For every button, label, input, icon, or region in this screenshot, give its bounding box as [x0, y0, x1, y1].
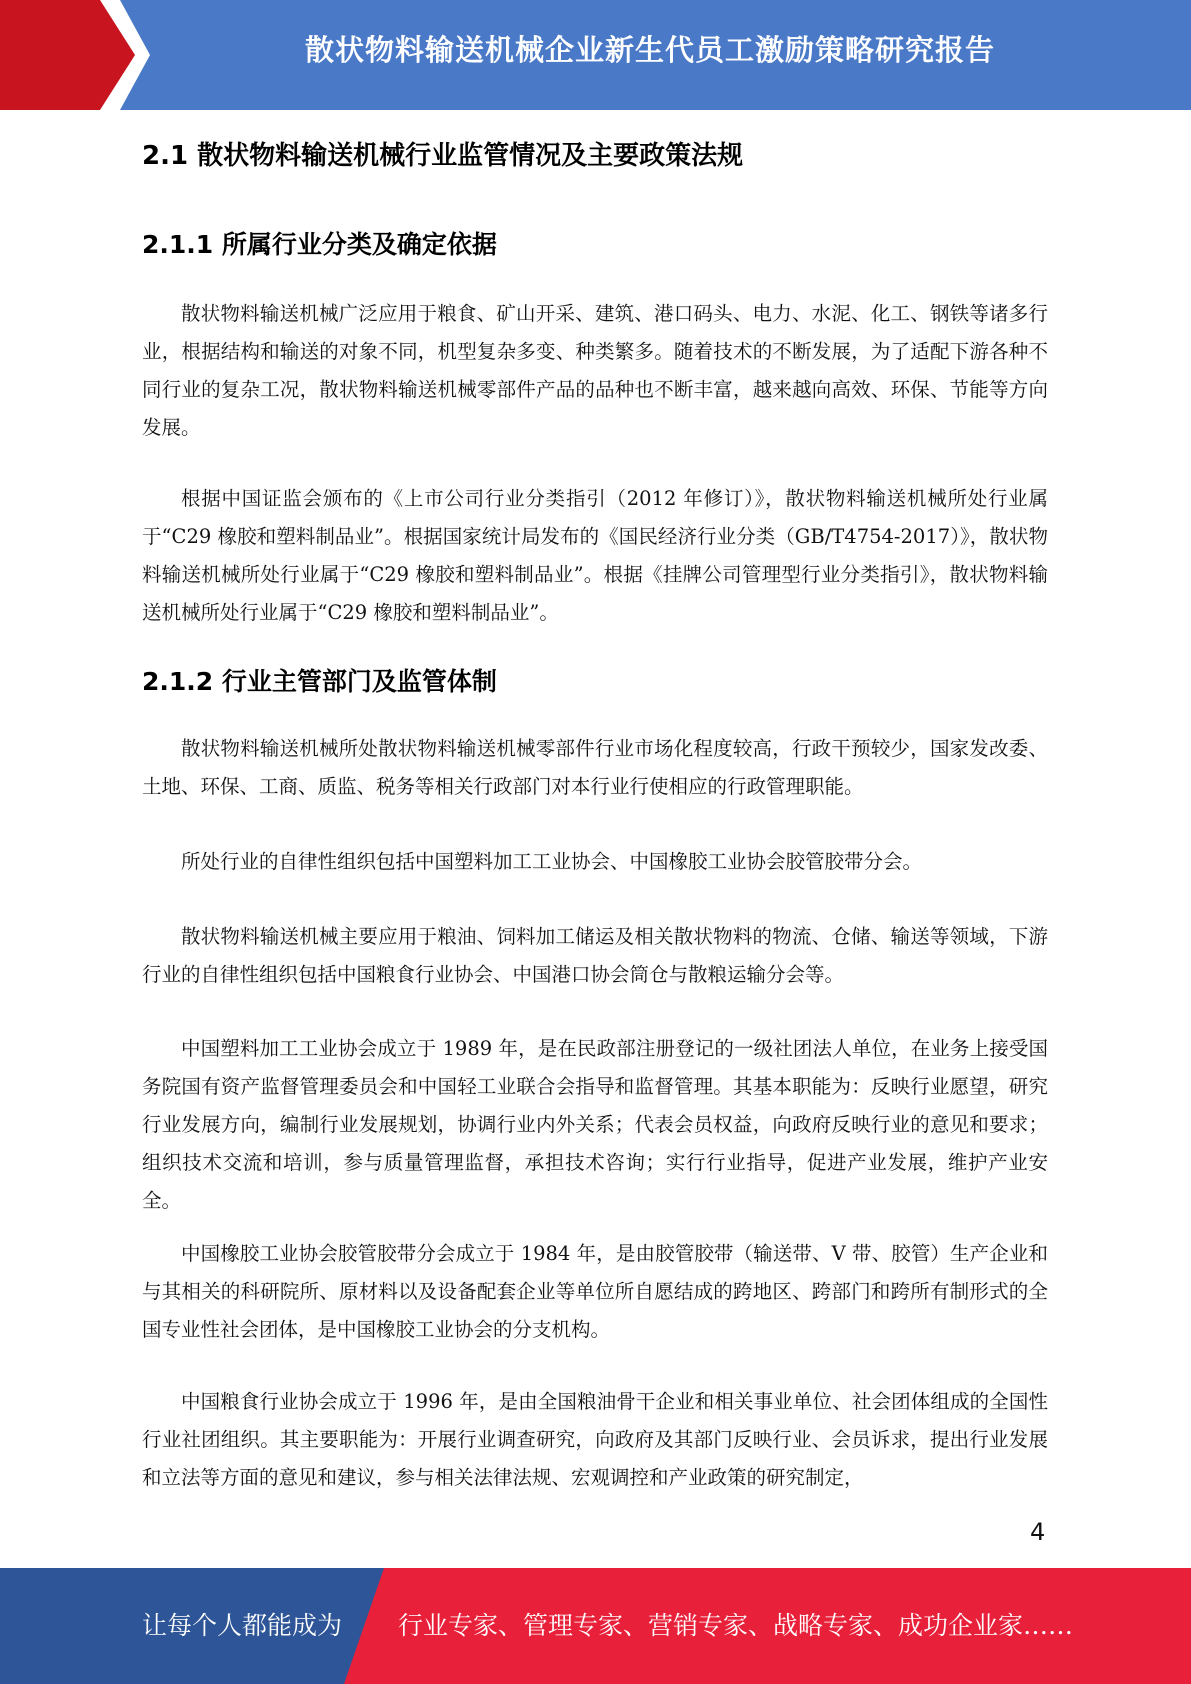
- page-number: 4: [1030, 1518, 1046, 1546]
- subsection-heading-2: 2.1.2 行业主管部门及监管体制: [142, 667, 497, 696]
- paragraph: 散状物料输送机械所处散状物料输送机械零部件行业市场化程度较高，行政干预较少，国家发改委、土地、环保、工商、质监、税务等相关行政部门对本行业行使相应的行政管理职能。: [142, 737, 1048, 798]
- footer-slogan-right: 行业专家、管理专家、营销专家、战略专家、成功企业家……: [398, 1611, 1074, 1640]
- footer-slogan-left: 让每个人都能成为: [142, 1611, 343, 1640]
- page-header: [0, 0, 1191, 110]
- paragraph: 散状物料输送机械主要应用于粮油、饲料加工储运及相关散状物料的物流、仓储、输送等领域，下游行业的自律性组织包括中国粮食行业协会、中国港口协会筒仓与散粮运输分会等。: [142, 925, 1048, 986]
- paragraph: 中国塑料加工工业协会成立于 1989 年，是在民政部注册登记的一级社团法人单位，在业务上接受国务院国有资产监督管理委员会和中国轻工业联合会指导和监督管理。其基本职能为：反映行业愿望，研究行业发展方向，编制行业发展规划，协调行业内外关系；代表会员权益，向政府反映行业的意见和要求；组织技术交流和培训，参与质量管理监督，承担技术咨询；实行行业指导，促进产业发展，维护产业安全。: [142, 1037, 1048, 1212]
- subsection-heading-1: 2.1.1 所属行业分类及确定依据: [142, 230, 497, 259]
- paragraph: 中国粮食行业协会成立于 1996 年，是由全国粮油骨干企业和相关事业单位、社会团体组成的全国性行业社团组织。其主要职能为：开展行业调查研究，向政府及其部门反映行业、会员诉求，提出行业发展和立法等方面的意见和建议，参与相关法律法规、宏观调控和产业政策的研究制定，: [142, 1390, 1048, 1489]
- paragraph: 中国橡胶工业协会胶管胶带分会成立于 1984 年，是由胶管胶带（输送带、V 带、胶管）生产企业和与其相关的科研院所、原材料以及设备配套企业等单位所自愿结成的跨地区、跨部门和跨所有制形式的全国专业性社会团体，是中国橡胶工业协会的分支机构。: [142, 1242, 1048, 1341]
- paragraph: 散状物料输送机械广泛应用于粮食、矿山开采、建筑、港口码头、电力、水泥、化工、钢铁等诸多行业，根据结构和输送的对象不同，机型复杂多变、种类繁多。随着技术的不断发展，为了适配下游各种不同行业的复杂工况，散状物料输送机械零部件产品的品种也不断丰富，越来越向高效、环保、节能等方向发展。: [142, 302, 1048, 439]
- paragraph: 根据中国证监会颁布的《上市公司行业分类指引（2012 年修订）》，散状物料输送机械所处行业属于“C29 橡胶和塑料制品业”。根据国家统计局发布的《国民经济行业分类（GB/T4754-2017）》，散状物料输送机械所处行业属于“C29 橡胶和塑料制品业”。根据《挂牌公司管理型行业分类指引》，散状物料输送机械所处行业属于“C29 橡胶和塑料制品业”。: [142, 487, 1048, 624]
- paragraph: 所处行业的自律性组织包括中国塑料加工工业协会、中国橡胶工业协会胶管胶带分会。: [181, 850, 923, 873]
- section-heading: 2.1 散状物料输送机械行业监管情况及主要政策法规: [142, 141, 744, 171]
- document-title: 散状物料输送机械企业新生代员工激励策略研究报告: [304, 33, 995, 67]
- page-footer: [0, 1568, 1191, 1684]
